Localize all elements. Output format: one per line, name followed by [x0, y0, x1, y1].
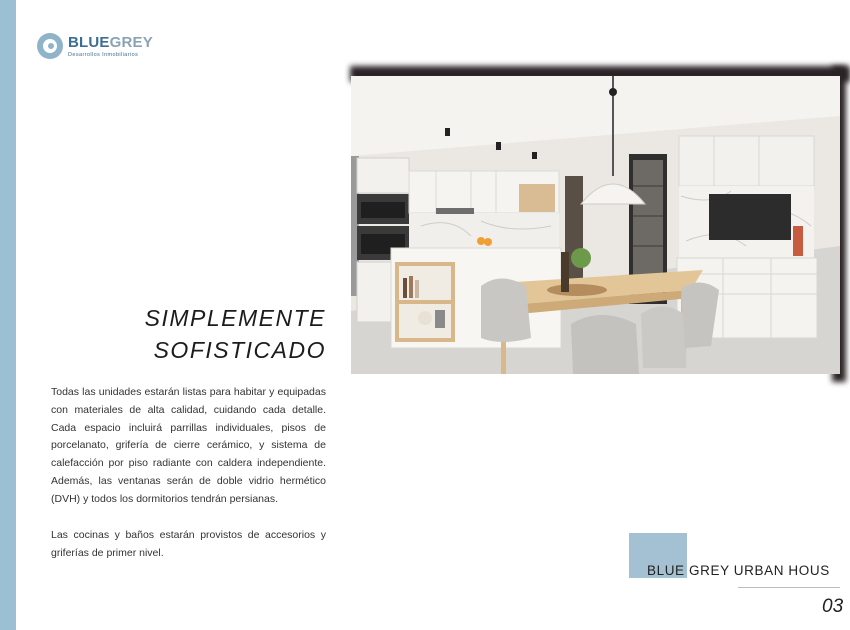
brand-tagline: Desarrollos Inmobiliarios	[68, 51, 139, 58]
brand-logo	[37, 33, 153, 59]
body-paragraph-1: Todas las unidades estarán listas para habitar y equipadas con materiales de alta calidad, cuidando cada detalle. Cada espacio incluirá parrillas individuales, pisos de porcelanato, grifería de cierre cerámico, y sistema de calefacción por piso radiante con caldera independiente. Además, las ventanas serán de doble vidrio hermético (DVH) y todos los dormitorios tendrán persianas.	[51, 386, 326, 505]
body-paragraph-2: Las cocinas y baños estarán provistos de accesorios y griferías de primer nivel.	[51, 529, 326, 559]
kitchen-render-image	[351, 76, 840, 374]
left-accent-bar	[0, 0, 16, 630]
page-number: 03	[822, 596, 844, 617]
headline-line-2: SOFISTICADO	[153, 337, 326, 363]
headline-line-1: SIMPLEMENTE	[144, 305, 326, 331]
logo-eye-icon	[37, 33, 63, 59]
brand-name: BLUEGREY	[68, 33, 153, 51]
project-name: BLUE GREY URBAN HOUS	[647, 563, 830, 578]
footer-divider	[738, 587, 840, 588]
